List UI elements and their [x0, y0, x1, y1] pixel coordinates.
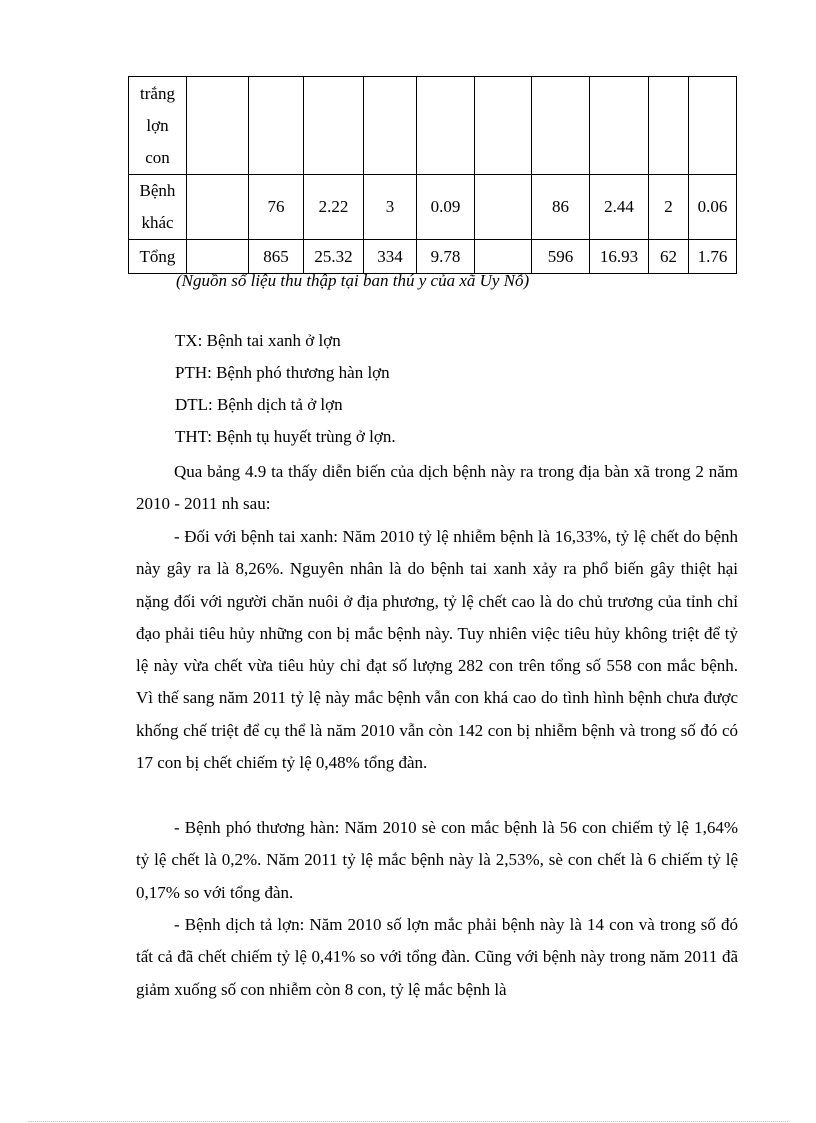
table-cell [649, 77, 689, 175]
table-cell [475, 175, 532, 240]
table-cell: 9.78 [417, 240, 475, 274]
row-label: trắng lợn con [129, 77, 187, 175]
table-cell: 3 [364, 175, 417, 240]
abbreviation-line: PTH: Bệnh phó thương hàn lợn [175, 363, 390, 382]
table-cell: 16.93 [590, 240, 649, 274]
table-cell [475, 77, 532, 175]
table-source-note: (Nguồn số liệu thu thập tại ban thú y của xã Uy Nỗ) [176, 271, 530, 290]
abbreviation-line: TX: Bệnh tai xanh ở lợn [175, 331, 341, 350]
table-cell: 2.44 [590, 175, 649, 240]
page-bottom-divider [28, 1121, 788, 1122]
row-label: Tổng [129, 240, 187, 274]
table-cell: 334 [364, 240, 417, 274]
table-cell: 1.76 [689, 240, 737, 274]
table-cell: 86 [532, 175, 590, 240]
table-cell [590, 77, 649, 175]
table-cell [187, 175, 249, 240]
table-cell: 62 [649, 240, 689, 274]
row-label: Bệnh khác [129, 175, 187, 240]
body-paragraph: Qua bảng 4.9 ta thấy diễn biến của dịch bệnh này ra trong địa bàn xã trong 2 năm 2010 - 2011 nh sau: [136, 462, 738, 514]
body-paragraph: - Bệnh dịch tả lợn: Năm 2010 số lợn mắc phải bệnh này là 14 con và trong số đó tất cả đã chết chiếm tỷ lệ 0,41% so với tổng đàn. Cũng với bệnh này trong năm 2011 đã giảm xuống số con nhiễm còn 8 con, tỷ lệ mắc bệnh là [136, 915, 738, 999]
table-cell: 25.32 [304, 240, 364, 274]
table-cell [532, 77, 590, 175]
table-cell: 2 [649, 175, 689, 240]
table-cell: 76 [249, 175, 304, 240]
table-cell [304, 77, 364, 175]
body-paragraph: - Bệnh phó thương hàn: Năm 2010 sè con mắc bệnh là 56 con chiếm tỷ lệ 1,64% tỷ lệ chết là 0,2%. Năm 2011 tỷ lệ mắc bệnh này là 2,53%, sè con chết là 6 chiếm tỷ lệ 0,17% so với tổng đàn. [136, 818, 738, 902]
table-cell [187, 240, 249, 274]
table-cell [689, 77, 737, 175]
table-cell: 596 [532, 240, 590, 274]
table-cell [364, 77, 417, 175]
table-cell: 0.06 [689, 175, 737, 240]
table-cell: 2.22 [304, 175, 364, 240]
table-cell: 865 [249, 240, 304, 274]
table-row [129, 240, 737, 274]
disease-table [128, 76, 737, 274]
abbreviation-line: THT: Bệnh tụ huyết trùng ở lợn. [175, 427, 396, 446]
abbreviation-line: DTL: Bệnh dịch tả ở lợn [175, 395, 343, 414]
table-cell [475, 240, 532, 274]
table-row [129, 77, 737, 175]
table-cell: 0.09 [417, 175, 475, 240]
body-paragraph: - Đối với bệnh tai xanh: Năm 2010 tỷ lệ nhiễm bệnh là 16,33%, tỷ lệ chết do bệnh này gây ra là 8,26%. Nguyên nhân là do bệnh tai xanh xảy ra phổ biến gây thiệt hại nặng đối với người chăn nuôi ở địa phương, tỷ lệ chết cao là do chủ trương của tỉnh chỉ đạo phải tiêu hủy những con bị mắc bệnh này. Tuy nhiên việc tiêu hủy không triệt để tỷ lệ này vừa chết vừa tiêu hủy chỉ đạt số lượng 282 con trên tổng số 558 con mắc bệnh. Vì thế sang năm 2011 tỷ lệ này mắc bệnh vẫn con khá cao do tình hình bệnh chưa được khống chế triệt để cụ thể là năm 2010 vẫn còn 142 con bị nhiễm bệnh và trong số đó có 17 con bị chết chiếm tỷ lệ 0,48% tổng đàn. [136, 527, 738, 773]
table-row [129, 175, 737, 240]
table-cell [417, 77, 475, 175]
table-cell [249, 77, 304, 175]
table-cell [187, 77, 249, 175]
